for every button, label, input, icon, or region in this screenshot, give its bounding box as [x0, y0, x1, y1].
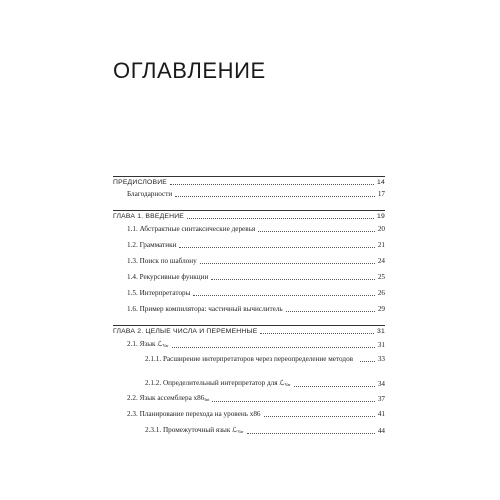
page-title: ОГЛАВЛЕНИЕ	[113, 58, 266, 83]
toc-entry-subscript: Var	[162, 343, 169, 348]
toc-entry-label: 2.3. Планирование перехода на уровень x86	[127, 410, 261, 418]
toc-entry-label: ПРЕДИСЛОВИЕ	[113, 179, 168, 186]
dot-leader	[175, 196, 375, 197]
dot-leader	[179, 247, 374, 248]
toc-entry-label: ГЛАВА 2. ЦЕЛЫЕ ЧИСЛА И ПЕРЕМЕННЫЕ	[113, 328, 258, 335]
toc-entry-label: 2.1.2. Определительный интерпретатор для ℒ$_{Var}$	[145, 379, 291, 387]
toc-entry[interactable]	[113, 410, 385, 419]
toc-entry[interactable]	[113, 225, 385, 234]
chapter-rule	[113, 325, 385, 326]
dot-leader	[170, 184, 374, 185]
toc-entry-page: 20	[377, 225, 385, 233]
toc-entry-label: 1.4. Рекурсивные функции	[127, 273, 209, 281]
toc-entry[interactable]	[113, 241, 385, 250]
toc-entry[interactable]	[113, 355, 385, 364]
dot-leader	[264, 416, 375, 417]
toc-entry-page: 26	[377, 289, 385, 297]
dot-leader	[212, 401, 374, 402]
dot-leader	[193, 295, 374, 296]
toc-entry-label: 1.3. Поиск по шаблону	[127, 257, 197, 265]
dot-leader	[211, 279, 375, 280]
toc-entry[interactable]	[113, 273, 385, 282]
chapter-rule	[113, 210, 385, 211]
dot-leader	[172, 347, 375, 348]
toc-entry-label: 2.2. Язык ассемблера $x86_{Int}$	[127, 394, 210, 402]
toc-entry[interactable]	[113, 289, 385, 298]
toc-entry[interactable]	[113, 305, 385, 314]
toc-entry-page: 37	[377, 395, 385, 403]
toc-entry-page: 29	[377, 305, 385, 313]
toc-entry[interactable]	[113, 257, 385, 266]
toc-entry[interactable]	[113, 426, 385, 436]
toc-entry-page: 31	[377, 328, 385, 335]
toc-entry-page: 14	[377, 179, 385, 186]
chapter-rule	[113, 176, 385, 177]
dot-leader	[260, 333, 374, 334]
toc-entry[interactable]	[113, 212, 385, 221]
dot-leader	[187, 218, 374, 219]
toc-entry-label: Благодарности	[127, 190, 173, 198]
toc-entry[interactable]	[113, 178, 385, 187]
toc-entry[interactable]	[113, 394, 385, 404]
toc-entry[interactable]	[113, 379, 385, 389]
toc-entry-label: 1.1. Абстрактные синтаксические деревья	[127, 225, 256, 233]
toc-entry-page: 33	[377, 355, 385, 363]
toc-entry-subscript: Int	[204, 397, 210, 402]
toc-entry-page: 44	[377, 427, 385, 435]
toc-entry-label: 1.2. Грамматики	[127, 241, 177, 249]
toc-entry-label: 2.1.1. Расширение интерпретаторов через переопределение методов	[145, 355, 358, 364]
toc-entry-subscript: Var	[284, 382, 291, 387]
toc-entry-page: 34	[377, 380, 385, 388]
toc-entry-label: ГЛАВА 1. ВВЕДЕНИЕ	[113, 213, 185, 220]
toc-entry-label: 1.6. Пример компилятора: частичный вычислитель	[127, 305, 283, 313]
dot-leader	[286, 311, 375, 312]
toc-entry-label: 2.1. Язык ℒ$_{Var}$	[127, 340, 169, 348]
toc-entry-page: 21	[377, 241, 385, 249]
dot-leader	[200, 263, 375, 264]
toc-entry-label: 2.3.1. Промежуточный язык ℒ$_{Var}$	[145, 426, 244, 434]
toc-entry-page: 17	[377, 190, 385, 198]
toc-entry-page: 19	[377, 213, 385, 220]
dot-leader	[247, 433, 375, 434]
toc-entry-page: 41	[377, 410, 385, 418]
toc-entry-subscript: Var	[237, 429, 244, 434]
toc-entry[interactable]	[113, 327, 385, 336]
toc-entry-page: 24	[377, 257, 385, 265]
toc-entry[interactable]	[113, 190, 385, 199]
dot-leader	[258, 231, 375, 232]
toc-entry-label: 1.5. Интерпретаторы	[127, 289, 191, 297]
toc-entry-page: 31	[377, 341, 385, 349]
toc-entry-page: 25	[377, 273, 385, 281]
toc-entry[interactable]	[113, 340, 385, 350]
dot-leader	[360, 361, 375, 362]
dot-leader	[294, 386, 375, 387]
